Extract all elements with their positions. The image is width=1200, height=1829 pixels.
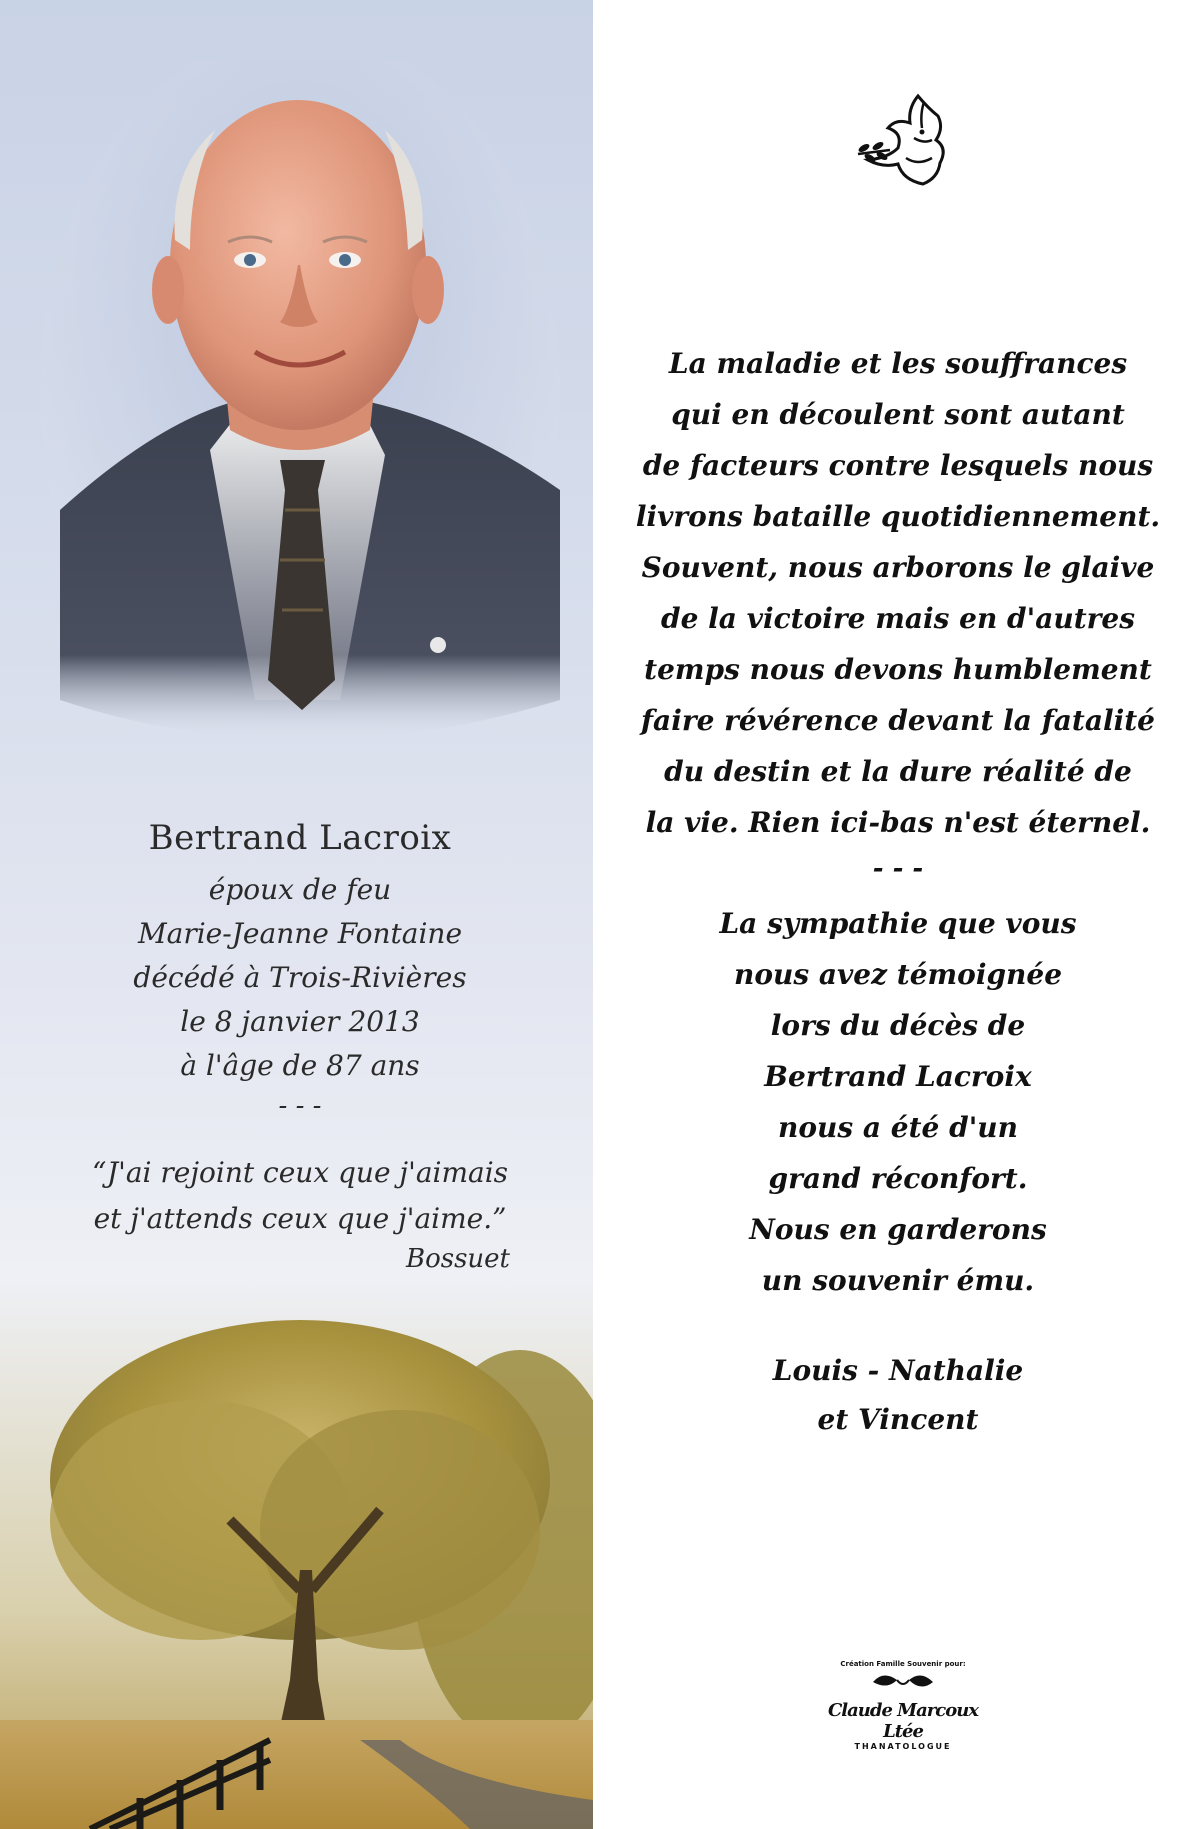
poem-line: qui en découlent sont autant — [671, 398, 1125, 431]
death-place: décédé à Trois-Rivières — [133, 961, 467, 994]
thanks-line: lors du décès de — [770, 1009, 1026, 1042]
poem-line: du destin et la dure réalité de — [664, 755, 1132, 788]
deceased-info — [60, 818, 540, 1124]
thanks-line: Nous en garderons — [749, 1213, 1047, 1246]
poem-line: Souvent, nous arborons le glaive — [641, 551, 1155, 584]
poem-line: de facteurs contre lesquels nous — [642, 449, 1154, 482]
dove-olive-branch-icon — [848, 88, 958, 198]
poem-line: de la victoire mais en d'autres — [661, 602, 1135, 635]
right-panel — [593, 0, 1200, 1829]
funeral-home-logo — [818, 1660, 988, 1780]
spouse-name: Marie-Jeanne Fontaine — [137, 917, 463, 950]
quote-line: “J'ai rejoint ceux que j'aimais — [91, 1156, 509, 1189]
death-date: le 8 janvier 2013 — [180, 1005, 420, 1038]
portrait-photo — [40, 60, 560, 760]
age-at-death: à l'âge de 87 ans — [180, 1049, 420, 1082]
quote-author: Bossuet — [405, 1244, 510, 1274]
poem-line: La maladie et les souffrances — [668, 347, 1128, 380]
quote-line: et j'attends ceux que j'aime.” — [93, 1202, 507, 1235]
poem-line: livrons bataille quotidiennement. — [635, 500, 1161, 533]
spouse-line: époux de feu — [208, 873, 392, 906]
thanks-line: un souvenir ému. — [761, 1264, 1035, 1297]
poem-line: la vie. Rien ici-bas n'est éternel. — [645, 806, 1151, 839]
signature-line: Louis - Nathalie — [772, 1354, 1024, 1387]
logo-credit: Création Famille Souvenir pour: — [840, 1660, 966, 1668]
thanks-line: nous a été d'un — [778, 1111, 1018, 1144]
thanks-text — [613, 898, 1183, 1306]
left-panel — [0, 0, 593, 1829]
thanks-line: nous avez témoignée — [733, 958, 1063, 991]
tree-landscape-image — [0, 1320, 593, 1829]
poem-line: faire révérence devant la fatalité — [641, 704, 1155, 737]
separator: - - - — [278, 1091, 322, 1121]
thanks-line: Bertrand Lacroix — [764, 1060, 1032, 1093]
poem-text — [613, 338, 1183, 1444]
logo-subtitle: THANATOLOGUE — [854, 1742, 952, 1751]
deceased-name: Bertrand Lacroix — [148, 818, 452, 858]
quote — [40, 1150, 560, 1242]
thanks-line: La sympathie que vous — [719, 907, 1077, 940]
poem-line: temps nous devons humblement — [644, 653, 1152, 686]
thanks-line: grand réconfort. — [768, 1162, 1028, 1195]
separator: - - - — [872, 854, 924, 884]
signature — [613, 1346, 1183, 1444]
logo-mark-icon — [863, 1668, 943, 1696]
logo-script: Claude Marcoux Ltée — [827, 1700, 979, 1742]
signature-line: et Vincent — [817, 1403, 979, 1436]
